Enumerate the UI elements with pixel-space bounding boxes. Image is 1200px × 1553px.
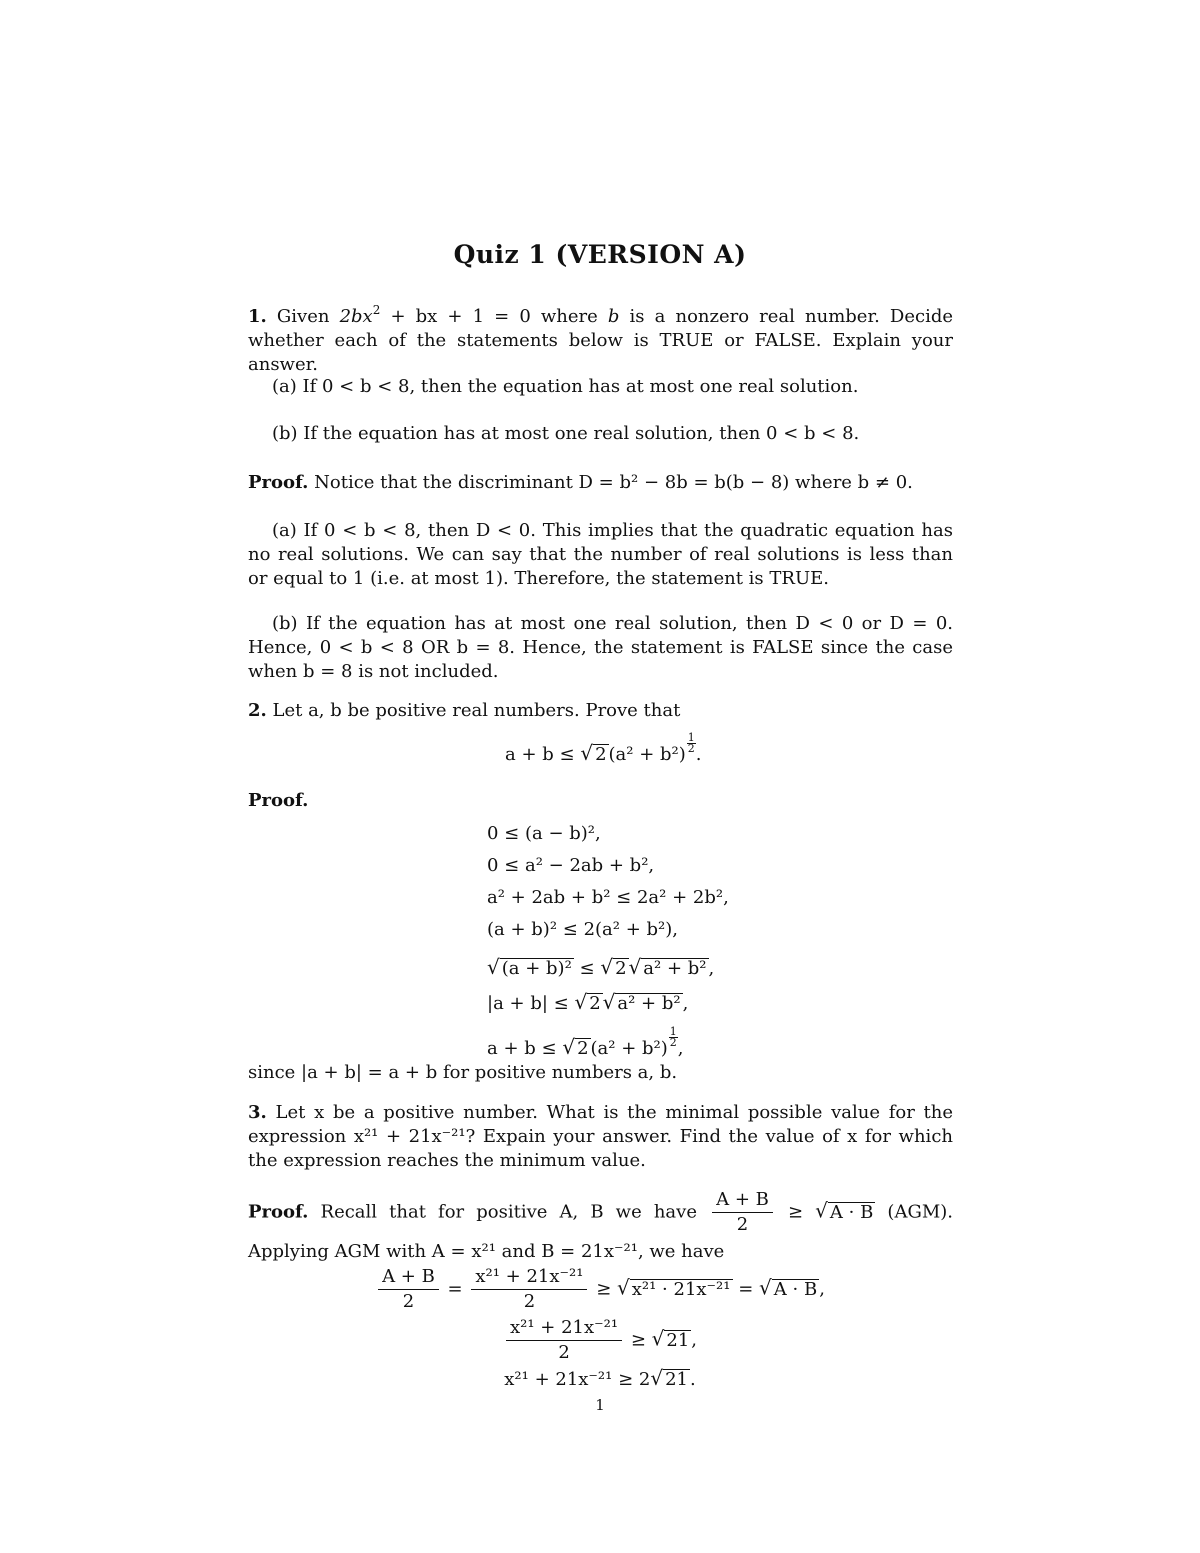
exp-den: 2 (669, 1036, 677, 1049)
line-middle: (a² + b²) (590, 1038, 668, 1059)
page-number: 1 (595, 1396, 605, 1414)
sqrt-symbol: √ (759, 1275, 772, 1300)
proof-1-part-a: (a) If 0 < b < 8, then D < 0. This implies that the quadratic equation has no real solutions. We can say that the number of real solutions is less than or equal to 1 (i.e. at most 1). Therefore, the statement is TRUE. (248, 520, 953, 589)
proof-1-part-b: (b) If the equation has at most one real solution, then D < 0 or D = 0. Hence, 0 < b < 8 OR b = 8. Hence, the statement is FALSE since the case when b = 8 is not included. (248, 613, 953, 682)
exp-den: 2 (687, 742, 695, 755)
sqrt-content: 21 (666, 1329, 690, 1351)
question-1-variable-b: b (607, 306, 620, 327)
relation: ≥ (590, 1278, 617, 1300)
fraction-numerator: A + B (378, 1265, 439, 1290)
line-end: , (682, 993, 689, 1014)
relation: ≥ (775, 1201, 816, 1223)
fraction (506, 1316, 622, 1365)
proof-3-equation-1 (0, 1265, 1200, 1314)
proof-2-line-6 (487, 990, 688, 1014)
sqrt-content: x²¹ · 21x⁻²¹ (631, 1278, 731, 1300)
question-1-text-c: is a nonzero real number. Decide whether each of the statements below is TRUE or FALSE. Explain your answer. (248, 306, 953, 375)
sqrt-symbol: √ (580, 741, 594, 765)
fraction (378, 1265, 439, 1314)
proof-2-line-1: 0 ≤ (a − b)², (487, 823, 601, 844)
sqrt-symbol: √ (487, 955, 500, 979)
sqrt-content: 2 (615, 958, 627, 979)
proof-2-line-5 (487, 955, 714, 979)
proof-3-label: Proof. (248, 1201, 309, 1223)
inequality-rhs: (a² + b²) (608, 744, 686, 765)
fraction-numerator: A + B (712, 1188, 773, 1213)
sqrt-content: a² + b² (617, 993, 681, 1014)
line-end: , (677, 1038, 684, 1059)
statement-b: (b) If the equation has at most one real solution, then 0 < b < 8. (272, 423, 860, 444)
proof-2-since: since |a + b| = a + b for positive numbers a, b. (248, 1062, 678, 1083)
sqrt-content: A · B (773, 1278, 818, 1300)
exp-num: 1 (669, 1025, 677, 1038)
question-2 (248, 700, 680, 721)
statement-a: (a) If 0 < b < 8, then the equation has at most one real solution. (272, 376, 859, 397)
fraction-numerator: x²¹ + 21x⁻²¹ (471, 1265, 587, 1290)
question-2-number: 2. (248, 700, 267, 721)
question-1-number: 1. (248, 306, 267, 327)
sqrt-content: 2 (589, 993, 601, 1014)
sqrt-2: 2 (595, 744, 607, 765)
sqrt-content: a² + b² (643, 958, 707, 979)
fraction-denominator: 2 (523, 1291, 536, 1312)
line-lhs: x²¹ + 21x⁻²¹ ≥ 2 (504, 1369, 651, 1390)
question-3 (248, 1101, 953, 1173)
fraction-numerator: x²¹ + 21x⁻²¹ (506, 1316, 622, 1341)
inequality-end: . (695, 744, 702, 765)
proof-3-text-1: Recall that for positive A, B we have (308, 1201, 710, 1223)
relation: = (732, 1278, 760, 1300)
proof-2-label-text: Proof. (248, 790, 309, 811)
relation: ≤ (573, 958, 601, 979)
fraction-denominator: 2 (402, 1291, 415, 1312)
sqrt-symbol: √ (628, 955, 642, 979)
superscript-2: 2 (372, 303, 381, 317)
sqrt-content: 2 (577, 1038, 589, 1059)
line-end: , (819, 1278, 825, 1300)
proof-3-text-3: (AGM). Applying AGM with A = x²¹ and B = 21x⁻²¹, we have (248, 1201, 953, 1262)
sqrt-content: A · B (829, 1201, 874, 1223)
question-3-text: Let x be a positive number. What is the minimal possible value for the expression x²¹ + 21x⁻²¹? Expain your answer. Find the value of x for which the expression reaches the minimum value. (248, 1102, 953, 1171)
fraction-denominator: 2 (558, 1342, 570, 1363)
proof-1-intro-text: Notice that the discriminant D = b² − 8b = b(b − 8) where b ≠ 0. (308, 472, 913, 493)
question-1-text-a: Given (266, 306, 340, 327)
sqrt-content: 21 (665, 1369, 688, 1390)
exponent-one-half (669, 1027, 678, 1048)
question-1-equation: 2bx (339, 306, 373, 327)
line-end: . (690, 1369, 696, 1390)
exp-num: 1 (687, 731, 695, 744)
proof-1-intro (248, 472, 913, 493)
proof-2-line-4: (a + b)² ≤ 2(a² + b²), (487, 919, 678, 940)
fraction (712, 1188, 773, 1237)
proof-3-equation-3 (0, 1366, 1200, 1390)
proof-2-line-2: 0 ≤ a² − 2ab + b², (487, 855, 655, 876)
sqrt-symbol: √ (650, 1366, 664, 1390)
line-lhs: a + b ≤ (487, 1038, 563, 1059)
question-1-text-b: + bx + 1 = 0 where (380, 306, 608, 327)
quiz-title: Quiz 1 (VERSION A) (453, 240, 747, 269)
proof-3-intro (248, 1188, 953, 1267)
line-lhs: |a + b| ≤ (487, 993, 575, 1014)
exponent-one-half (687, 733, 696, 754)
relation: = (441, 1278, 469, 1300)
proof-1-label: Proof. (248, 472, 309, 493)
proof-2-line-7 (487, 1027, 684, 1059)
sqrt-symbol: √ (562, 1035, 576, 1059)
sqrt-content: (a + b)² (501, 958, 572, 979)
fraction-denominator: 2 (736, 1214, 749, 1235)
proof-2-label (248, 790, 308, 811)
question-2-text: Let a, b be positive real numbers. Prove that (266, 700, 681, 721)
inequality-lhs: a + b ≤ (505, 744, 581, 765)
fraction (471, 1265, 587, 1314)
sqrt-symbol: √ (815, 1198, 828, 1223)
sqrt-symbol: √ (617, 1275, 630, 1300)
sqrt-symbol: √ (600, 955, 614, 979)
question-1 (248, 305, 953, 377)
question-2-inequality (505, 733, 702, 765)
relation: ≥ (625, 1329, 652, 1351)
line-end: , (691, 1329, 698, 1351)
sqrt-symbol: √ (574, 990, 588, 1014)
proof-3-equation-2 (0, 1316, 1200, 1365)
sqrt-symbol: √ (602, 990, 616, 1014)
question-3-number: 3. (248, 1102, 267, 1123)
sqrt-symbol: √ (651, 1326, 665, 1351)
line-end: , (708, 958, 715, 979)
proof-2-line-3: a² + 2ab + b² ≤ 2a² + 2b², (487, 887, 729, 908)
